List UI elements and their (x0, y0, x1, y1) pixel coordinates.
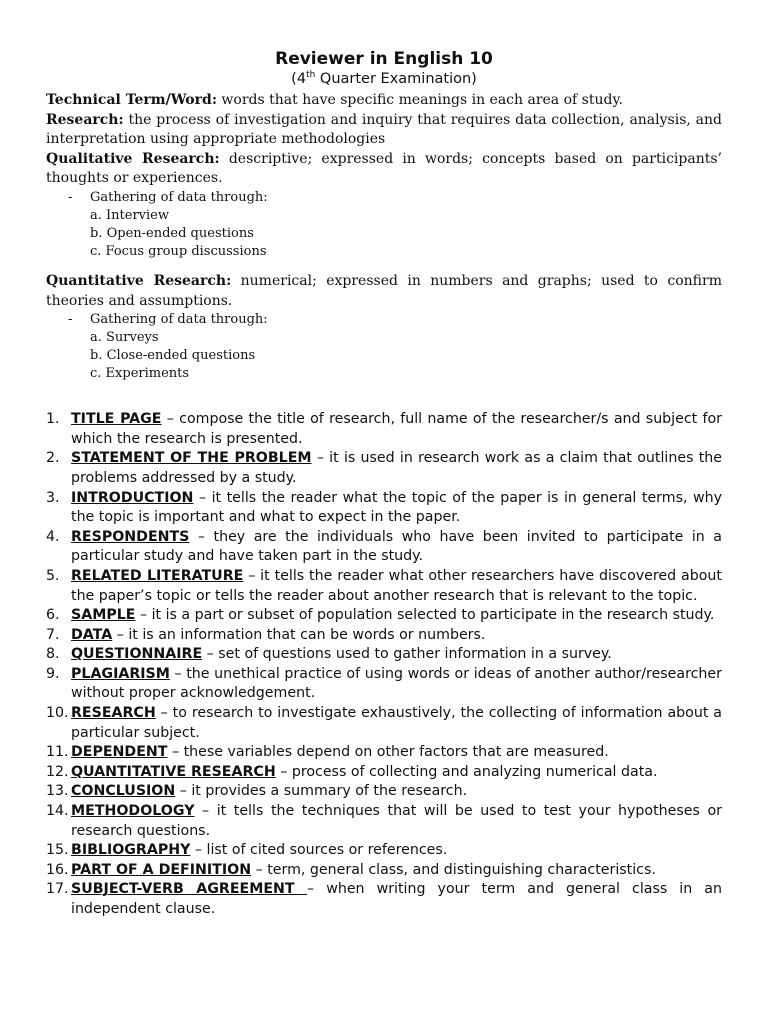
gathering-item: b. Open-ended questions (90, 225, 254, 241)
item-text: – it provides a summary of the research. (175, 783, 468, 800)
item-text: – set of questions used to gather information in a survey. (202, 646, 612, 663)
list-item (46, 782, 722, 802)
gathering-label: Gathering of data through: (90, 312, 268, 328)
gathering-item: b. Close-ended questions (90, 348, 256, 364)
item-term: INTRODUCTION (71, 489, 194, 506)
item-text: – it is an information that can be words or numbers. (112, 626, 486, 643)
list-item (46, 704, 722, 743)
list-item (46, 841, 722, 861)
definition-term: Technical Term/Word: (46, 92, 217, 108)
list-item (46, 606, 722, 626)
gathering-label: Gathering of data through: (90, 189, 268, 205)
definition-quantitative (46, 272, 722, 311)
definition-term: Qualitative Research: (46, 150, 220, 167)
item-text: – it is a part or subset of population selected to participate in the research study. (135, 607, 715, 624)
definition-qualitative (46, 150, 722, 189)
item-text: – it tells the reader what other researchers have discovered about the paper’s topic or tells the reader about another research that is relevant to the topic. (71, 567, 722, 604)
item-text: – when writing your term and general class in an independent clause. (71, 881, 722, 917)
item-term: QUESTIONNAIRE (71, 646, 203, 663)
item-term: METHODOLOGY (71, 803, 195, 820)
item-text: – list of cited sources or references. (190, 842, 448, 859)
item-term: PART OF A DEFINITION (71, 861, 252, 878)
item-number: 5. (46, 567, 60, 584)
list-item (46, 626, 722, 646)
list-item (46, 665, 722, 704)
item-number: 11. (46, 744, 69, 761)
item-number: 15. (46, 842, 69, 859)
definition-technical-term (46, 91, 722, 111)
item-text: – term, general class, and distinguishing characteristics. (251, 861, 656, 878)
item-text: – it is used in research work as a claim that outlines the problems addressed by a study. (71, 450, 723, 486)
definition-research (46, 111, 722, 150)
subtitle-sup: th (306, 70, 316, 81)
list-item (46, 645, 722, 665)
gathering-item: a. Surveys (90, 330, 159, 346)
definition-text: numerical; expressed in numbers and graphs; used to confirm theories and assumptions. (46, 272, 722, 309)
item-term: TITLE PAGE (71, 411, 162, 428)
item-text: – process of collecting and analyzing numerical data. (275, 763, 658, 780)
list-item (46, 489, 722, 528)
list-item (46, 880, 722, 919)
item-term: PLAGIARISM (71, 665, 170, 682)
item-number: 2. (46, 450, 60, 467)
item-term: CONCLUSION (71, 783, 176, 800)
item-text: – the unethical practice of using words or ideas of another author/researcher without proper acknowledgement. (71, 665, 722, 702)
item-number: 12. (46, 763, 69, 780)
gathering-item: c. Focus group discussions (90, 243, 267, 259)
item-term: DATA (71, 626, 113, 643)
quantitative-gathering-list (46, 311, 722, 383)
item-term: RESPONDENTS (71, 528, 190, 545)
item-number: 4. (46, 528, 60, 545)
item-term: RELATED LITERATURE (71, 567, 244, 584)
page-title: Reviewer in English 10 (275, 49, 493, 69)
gathering-heading (46, 189, 722, 207)
list-item (46, 861, 722, 881)
item-term: DEPENDENT (71, 744, 168, 761)
item-term: STATEMENT OF THE PROBLEM (71, 450, 312, 467)
item-text: – these variables depend on other factors that are measured. (167, 744, 609, 761)
definition-term: Quantitative Research: (46, 272, 232, 289)
item-term: BIBLIOGRAPHY (71, 842, 191, 859)
item-text: – compose the title of research, full name of the researcher/s and subject for which the research is presented. (71, 411, 723, 447)
item-term: QUANTITATIVE RESEARCH (71, 763, 276, 780)
item-number: 9. (46, 665, 60, 682)
list-item (46, 528, 722, 567)
definition-text: the process of investigation and inquiry that requires data collection, analysis, and interpretation using appropriate methodologies (46, 111, 722, 148)
gathering-item: c. Experiments (90, 366, 190, 382)
definition-term: Research: (46, 111, 124, 128)
item-number: 1. (46, 411, 60, 428)
item-number: 14. (46, 803, 69, 820)
subtitle-pre: (4 (291, 71, 307, 87)
qualitative-gathering-list (46, 189, 722, 261)
page-subtitle (46, 70, 722, 89)
item-term: SUBJECT-VERB AGREEMENT (71, 881, 308, 898)
item-number: 10. (46, 705, 69, 722)
item-number: 17. (46, 881, 69, 898)
item-text: – it tells the techniques that will be used to test your hypotheses or research questions. (71, 803, 722, 839)
item-number: 7. (46, 626, 60, 643)
item-term: RESEARCH (71, 705, 156, 722)
item-number: 8. (46, 646, 60, 663)
list-item (46, 567, 722, 606)
terms-list (46, 410, 722, 919)
list-item (46, 449, 722, 488)
dash-bullet: - (68, 189, 73, 205)
list-item (46, 802, 722, 841)
gathering-item: a. Interview (90, 207, 169, 223)
definition-text: descriptive; expressed in words; concepts based on participants’ thoughts or experiences. (46, 150, 722, 187)
item-term: SAMPLE (71, 607, 136, 624)
item-number: 6. (46, 607, 60, 624)
definition-text: words that have specific meanings in each area of study. (216, 92, 623, 108)
item-text: – it tells the reader what the topic of the paper is in general terms, why the topic is important and what to expect in the paper. (71, 489, 722, 526)
item-text: – they are the individuals who have been invited to participate in a particular study and have taken part in the study. (71, 528, 722, 565)
dash-bullet: - (68, 312, 73, 328)
list-item (46, 763, 722, 783)
item-number: 13. (46, 783, 69, 800)
subtitle-post: Quarter Examination) (315, 71, 477, 87)
item-number: 3. (46, 489, 60, 506)
item-number: 16. (46, 861, 69, 878)
list-item (46, 743, 722, 763)
gathering-heading (46, 311, 722, 329)
item-text: – to research to investigate exhaustively, the collecting of information about a particular subject. (71, 705, 722, 741)
list-item (46, 410, 722, 449)
